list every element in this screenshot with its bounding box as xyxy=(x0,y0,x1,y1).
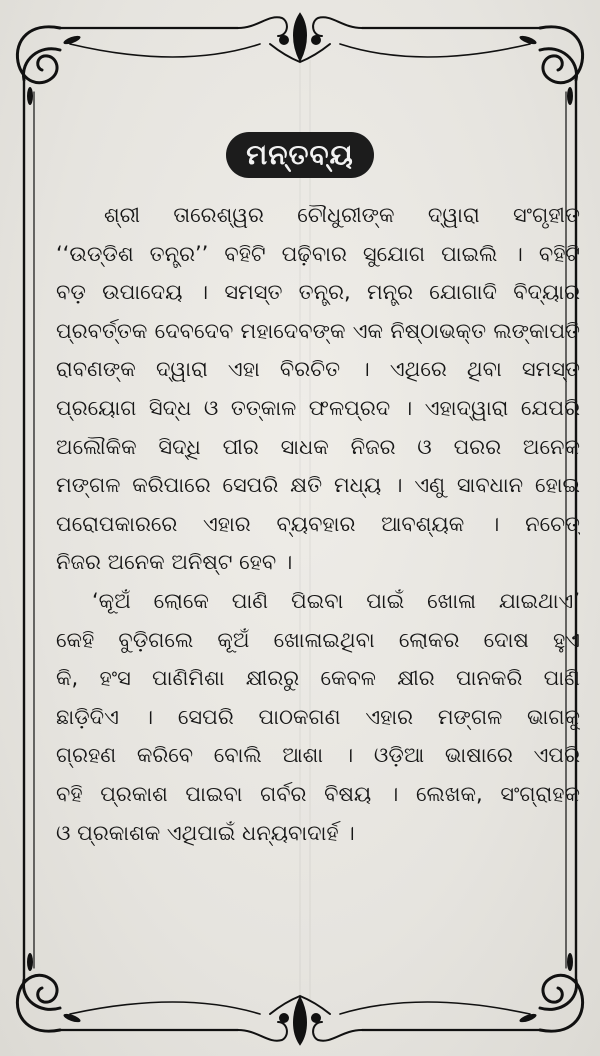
text-line: ପ୍ରୟୋଗ ସିଦ୍ଧ ଓ ତତ୍କାଳ ଫଳପ୍ରଦ । ଏହାଦ୍ୱାରା ଯେପରି xyxy=(56,395,580,420)
text-line: ନିଜର ଅନେକ ଅନିଷ୍ଟ ହେବ । xyxy=(56,550,293,575)
text-line: ‘‘ଉଡ୍ଡିଶ ତନ୍ତ୍ର’’ ବହିଟି ପଢ଼ିବାର ସୁଯୋଗ ପାଇଲି । ବହିଟି xyxy=(56,241,580,266)
text-line: ପରୋପକାରରେ ଏହାର ବ୍ୟବହାର ଆବଶ୍ୟକ । ନଚେତ୍ xyxy=(56,511,580,536)
text-line: ଶ୍ରୀ ତାରେଶ୍ୱର ଚୌଧୁରୀଙ୍କ ଦ୍ୱାରା ସଂଗୃହୀତ xyxy=(104,203,580,227)
text-line: ପ୍ରବର୍ତ୍ତକ ଦେବଦେବ ମହାଦେବଙ୍କ ଏକ ନିଷ୍ଠାଭକ୍ତ ଲଙ୍କାପତି xyxy=(56,318,580,343)
text-line: ମଙ୍ଗଳ କରିପାରେ ସେପରି କ୍ଷତି ମଧ୍ୟ । ଏଣୁ ସାବଧାନ ହୋଇ xyxy=(56,473,580,498)
text-line: କେହି ବୁଡ଼ିଗଲେ କୂଅଁ ଖୋଳାଇଥିବା ଲୋକର ଦୋଷ ହୁଏ xyxy=(56,627,580,652)
text-line: ଗ୍ରହଣ କରିବେ ବୋଲି ଆଶା । ଓଡ଼ିଆ ଭାଷାରେ ଏପରି xyxy=(56,743,580,768)
body-text xyxy=(56,196,580,852)
heading-badge xyxy=(226,132,374,178)
text-line: ଓ ପ୍ରକାଶକ ଏଥିପାଇଁ ଧନ୍ୟବାଦାର୍ହ । xyxy=(56,820,355,845)
text-line: ବଡ଼ ଉପାଦେୟ । ସମସ୍ତ ତନ୍ତ୍ର, ମନ୍ତ୍ର ଯୋଗାଦି ବିଦ୍ୟାର xyxy=(56,280,580,305)
text-line: କି, ହଂସ ପାଣିମିଶା କ୍ଷୀରରୁ କେବଳ କ୍ଷୀର ପାନକରି ପାଣି xyxy=(56,666,580,691)
text-line: ‘କୂଅଁ ଲୋକେ ପାଣି ପିଇବା ପାଇଁ ଖୋଳା ଯାଇଥାଏ’ xyxy=(92,588,580,613)
text-line: ଛାଡ଼ିଦିଏ । ସେପରି ପାଠକଗଣ ଏହାର ମଙ୍ଗଳ ଭାଗକୁ xyxy=(56,704,580,729)
page-title: ମନ୍ତବ୍ୟ xyxy=(246,138,354,171)
text-line: ରାବଣଙ୍କ ଦ୍ୱାରା ଏହା ବିରଚିତ । ଏଥିରେ ଥିବା ସମସ୍ତ xyxy=(56,357,580,382)
text-line: ବହି ପ୍ରକାଶ ପାଇବା ଗର୍ବର ବିଷୟ । ଲେଖକ, ସଂଗ୍ରାହକ xyxy=(56,781,580,806)
text-line: ଅଲୌକିକ ସିଦ୍ଧି ପୀର ସାଧକ ନିଜର ଓ ପରର ଅନେକ xyxy=(56,434,580,459)
